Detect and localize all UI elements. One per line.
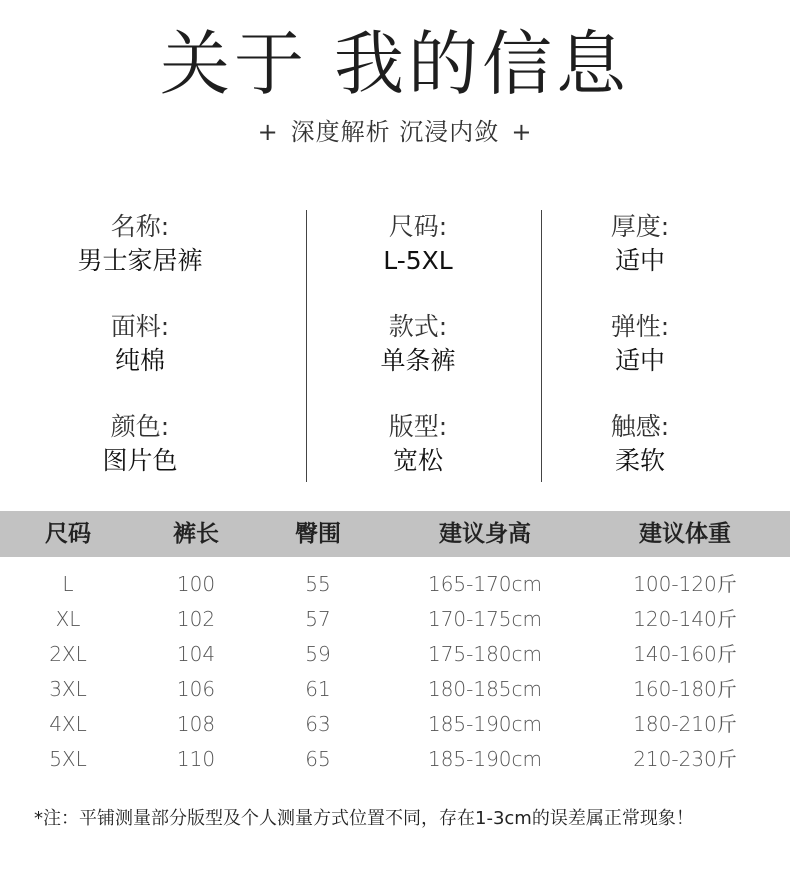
- table-header-cell: 建议体重: [639, 521, 731, 547]
- table-cell: 175-180cm: [427, 642, 543, 666]
- table-row: [0, 672, 790, 707]
- info-label: 尺码:: [388, 212, 448, 241]
- info-label: 面料:: [110, 312, 170, 341]
- table-cell: 160-180斤: [633, 677, 737, 701]
- plus-icon-left: +: [257, 118, 279, 146]
- info-column-1: [40, 210, 240, 510]
- plus-icon-right: +: [511, 118, 533, 146]
- info-item-name: [40, 210, 240, 310]
- title-part-2: 我的信息: [334, 23, 630, 105]
- info-value: 宽松: [392, 446, 443, 475]
- title-part-1: 关于: [160, 23, 308, 105]
- table-cell: XL: [55, 607, 81, 631]
- info-label: 颜色:: [110, 412, 170, 441]
- table-cell: 180-185cm: [427, 677, 543, 701]
- info-label: 版型:: [388, 412, 448, 441]
- table-row: [0, 602, 790, 637]
- info-item-feel: [540, 410, 740, 510]
- info-item-fabric: [40, 310, 240, 410]
- table-cell: 185-190cm: [427, 747, 543, 771]
- info-column-2: [318, 210, 518, 510]
- measurement-note: *注：平铺测量部分版型及个人测量方式位置不同，存在1-3cm的误差属正常现象！: [34, 808, 694, 829]
- table-cell: 180-210斤: [633, 712, 737, 736]
- table-cell: 100: [176, 572, 216, 596]
- table-cell: 140-160斤: [633, 642, 737, 666]
- table-cell: 210-230斤: [633, 747, 737, 771]
- table-cell: 4XL: [49, 712, 87, 736]
- table-cell: 2XL: [49, 642, 87, 666]
- divider-line: [306, 210, 307, 482]
- table-cell: 55: [305, 572, 331, 596]
- subtitle-text: 深度解析 沉浸内敛: [290, 118, 500, 146]
- info-value: 图片色: [102, 446, 178, 475]
- info-value: 适中: [614, 346, 665, 375]
- table-cell: 63: [305, 712, 331, 736]
- table-cell: 5XL: [49, 747, 87, 771]
- table-cell: 65: [305, 747, 331, 771]
- page-subtitle: [0, 116, 790, 148]
- info-column-3: [540, 210, 740, 510]
- info-value: L-5XL: [383, 246, 453, 275]
- table-cell: 108: [176, 712, 216, 736]
- table-cell: 57: [305, 607, 331, 631]
- info-label: 厚度:: [610, 212, 670, 241]
- table-cell: 59: [305, 642, 331, 666]
- info-label: 名称:: [110, 212, 170, 241]
- table-cell: 165-170cm: [427, 572, 543, 596]
- info-label: 触感:: [610, 412, 670, 441]
- info-value: 纯棉: [114, 346, 165, 375]
- info-item-thickness: [540, 210, 740, 310]
- table-cell: 3XL: [49, 677, 87, 701]
- info-value: 男士家居裤: [77, 246, 203, 275]
- info-value: 单条裤: [380, 346, 456, 375]
- table-row: [0, 707, 790, 742]
- table-header-cell: 建议身高: [439, 521, 531, 547]
- table-cell: 61: [305, 677, 331, 701]
- table-cell: 120-140斤: [633, 607, 737, 631]
- info-item-style: [318, 310, 518, 410]
- table-cell: 110: [176, 747, 216, 771]
- table-header-cell: 尺码: [45, 521, 91, 547]
- table-header-cell: 裤长: [173, 521, 219, 547]
- table-cell: 104: [176, 642, 216, 666]
- table-cell: 185-190cm: [427, 712, 543, 736]
- info-value: 适中: [614, 246, 665, 275]
- info-item-elasticity: [540, 310, 740, 410]
- table-cell: 100-120斤: [633, 572, 737, 596]
- table-cell: 102: [176, 607, 216, 631]
- info-item-fit: [318, 410, 518, 510]
- table-row: [0, 742, 790, 777]
- table-cell: 170-175cm: [427, 607, 543, 631]
- info-label: 款式:: [388, 312, 448, 341]
- size-table-header: [0, 511, 790, 557]
- info-item-size: [318, 210, 518, 310]
- table-row: [0, 567, 790, 602]
- table-row: [0, 637, 790, 672]
- table-cell: L: [62, 572, 74, 596]
- info-item-color: [40, 410, 240, 510]
- table-cell: 106: [176, 677, 216, 701]
- info-value: 柔软: [614, 446, 665, 475]
- page-title: [0, 22, 790, 106]
- info-label: 弹性:: [610, 312, 670, 341]
- table-header-cell: 臀围: [295, 521, 341, 547]
